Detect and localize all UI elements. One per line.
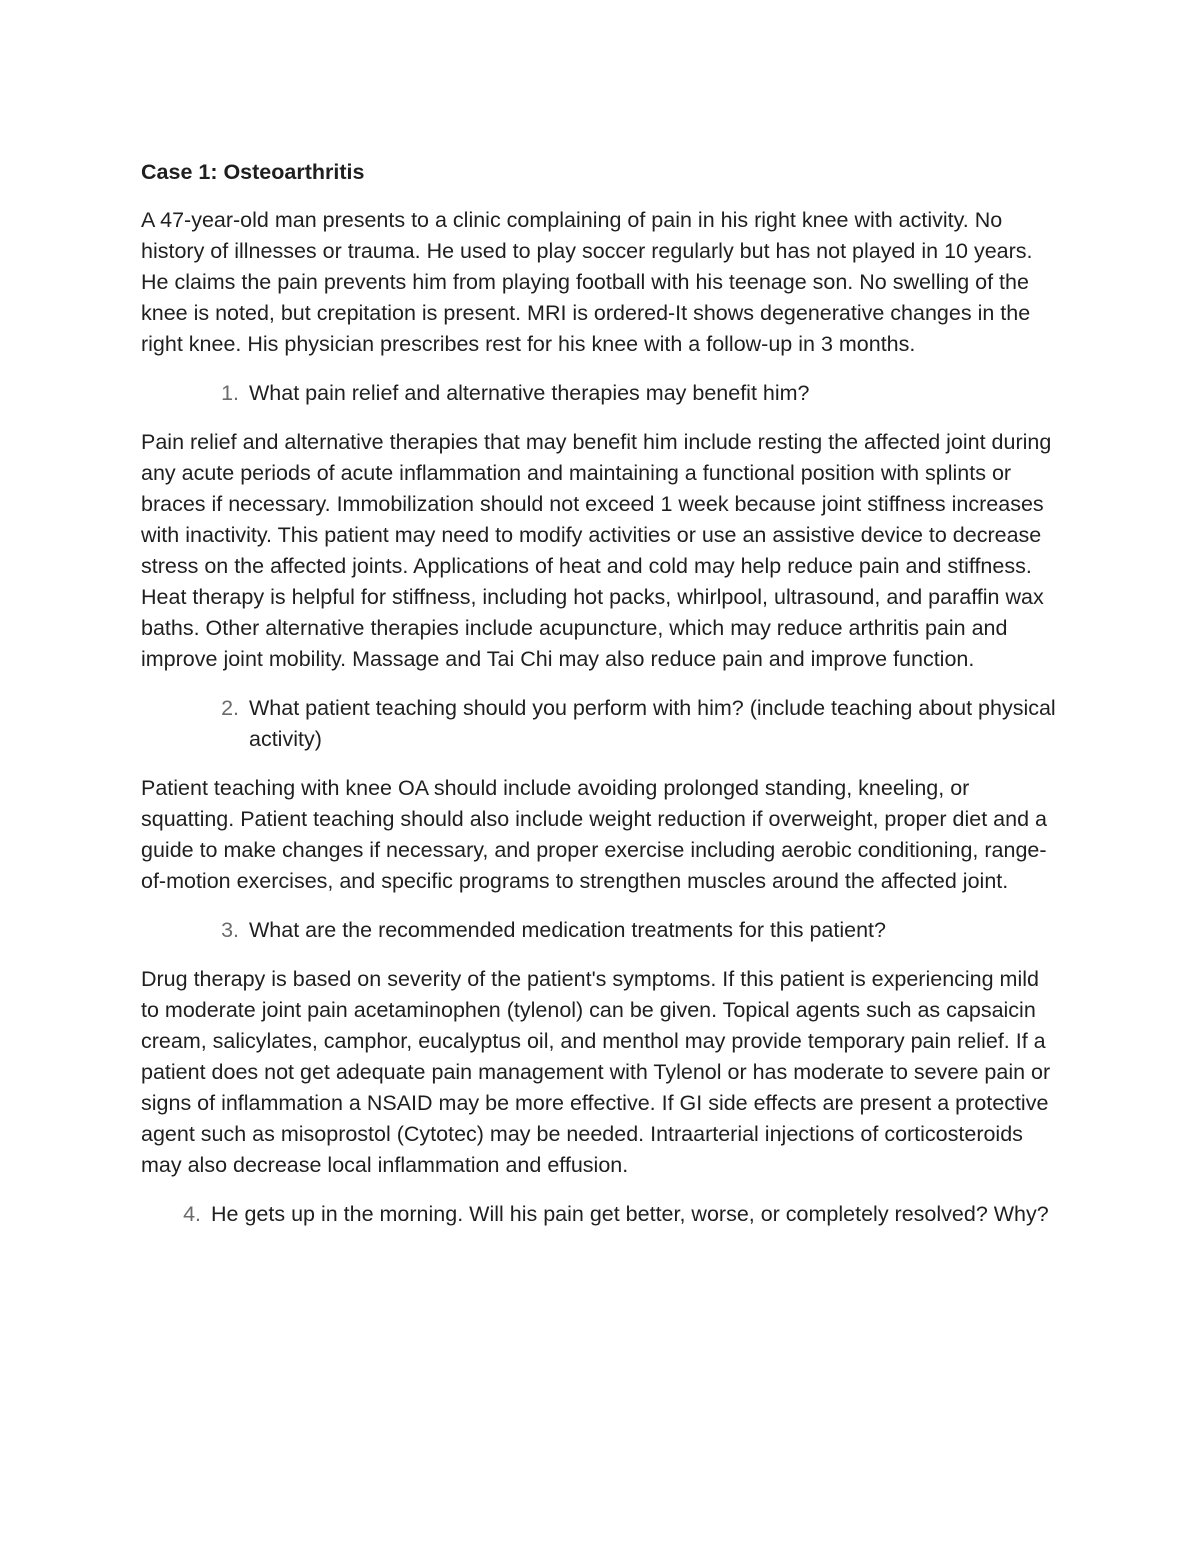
question-text: What are the recommended medication treatments for this patient? xyxy=(249,918,886,942)
question-text: What pain relief and alternative therapies may benefit him? xyxy=(249,381,810,405)
question-number: 2. xyxy=(221,696,239,720)
question-3 xyxy=(141,915,1061,946)
question-number: 4. xyxy=(183,1202,201,1226)
question-number: 3. xyxy=(221,918,239,942)
question-2 xyxy=(141,693,1061,755)
question-text: What patient teaching should you perform with him? (include teaching about physical activity) xyxy=(249,696,1056,751)
question-number: 1. xyxy=(221,381,239,405)
answer-2: Patient teaching with knee OA should include avoiding prolonged standing, kneeling, or squatting. Patient teaching should also include weight reduction if overweight, proper diet and a guide to make changes if necessary, and proper exercise including aerobic conditioning, range-of-motion exercises, and specific programs to strengthen muscles around the affected joint. xyxy=(141,776,1047,893)
question-4 xyxy=(141,1199,1061,1230)
answer-3: Drug therapy is based on severity of the patient's symptoms. If this patient is experiencing mild to moderate joint pain acetaminophen (tylenol) can be given. Topical agents such as capsaicin cream, salicylates, camphor, eucalyptus oil, and menthol may provide temporary pain relief. If a patient does not get adequate pain management with Tylenol or has moderate to severe pain or signs of inflammation a NSAID may be more effective. If GI side effects are present a protective agent such as misoprostol (Cytotec) may be needed. Intraarterial injections of corticosteroids may also decrease local inflammation and effusion. xyxy=(141,967,1051,1177)
document-body xyxy=(141,157,1061,1248)
answer-1: Pain relief and alternative therapies that may benefit him include resting the affected joint during any acute periods of acute inflammation and maintaining a functional position with splints or braces if necessary. Immobilization should not exceed 1 week because joint stiffness increases with inactivity. This patient may need to modify activities or use an assistive device to decrease stress on the affected joints. Applications of heat and cold may help reduce pain and stiffness. Heat therapy is helpful for stiffness, including hot packs, whirlpool, ultrasound, and paraffin wax baths. Other alternative therapies include acupuncture, which may reduce arthritis pain and improve joint mobility. Massage and Tai Chi may also reduce pain and improve function. xyxy=(141,430,1052,671)
case-intro: A 47-year-old man presents to a clinic complaining of pain in his right knee with activity. No history of illnesses or trauma. He used to play soccer regularly but has not played in 10 years. He claims the pain prevents him from playing football with his teenage son. No swelling of the knee is noted, but crepitation is present. MRI is ordered-It shows degenerative changes in the right knee. His physician prescribes rest for his knee with a follow-up in 3 months. xyxy=(141,208,1033,356)
question-1 xyxy=(141,378,1061,409)
question-text: He gets up in the morning. Will his pain get better, worse, or completely resolved? Why? xyxy=(211,1202,1049,1226)
case-title: Case 1: Osteoarthritis xyxy=(141,160,365,184)
